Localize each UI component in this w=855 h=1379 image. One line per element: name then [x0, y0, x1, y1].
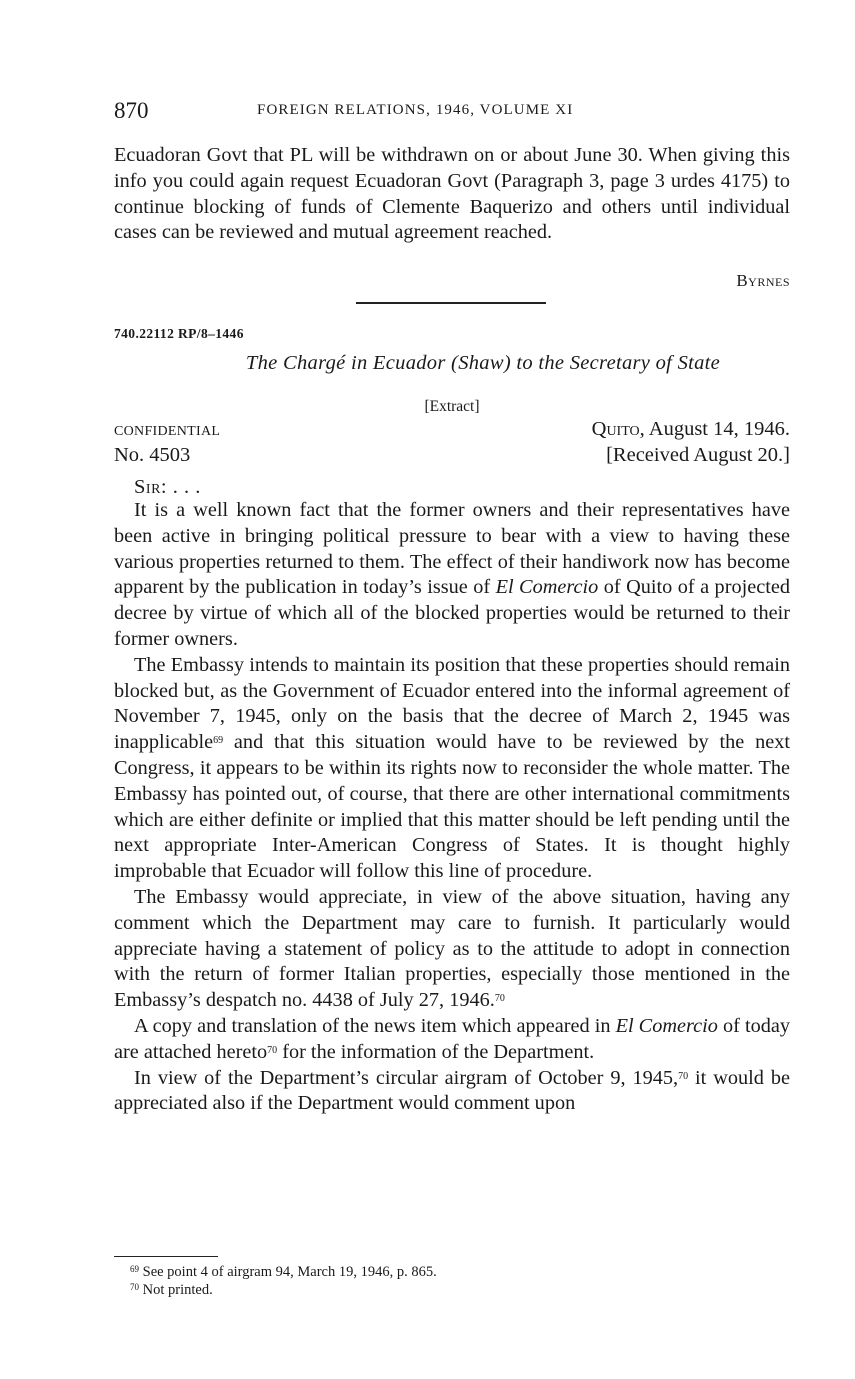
footnote-text: Not printed. [142, 1282, 213, 1298]
title-part: ) to the Secretary of State [503, 352, 721, 374]
date: , August 14, 1946. [639, 418, 790, 440]
page-number: 870 [114, 98, 149, 123]
newspaper-title: El Comercio [615, 1014, 718, 1037]
classification: CONFIDENTIAL [114, 424, 221, 439]
text-run: and that this situation would have to be reviewed by the next Congress, it appears to be within its rights now to reconsider the whole matter. The Embassy has pointed out, of course, that there are other international commitments which are either definite or implied that this matter should be left pending until the next appropriate Inter-American Congress of States. It is thought highly improbable that Ecuador will follow this line of procedure. [114, 731, 790, 883]
dateline [592, 418, 790, 441]
place: Quito [591, 418, 640, 440]
despatch-number: No. 4503 [114, 444, 191, 466]
text-run: it would be appreciated also if the Department would comment upon [114, 1066, 790, 1115]
text-run: The Embassy would appreciate, in view of the above situation, having any comment which the Department may care to furnish. It particularly would appreciate having a statement of policy as to the attitude to adopt in connection with the return of former Italian properties, especially those mentioned in the Embassy’s despatch no. 4438 of July 27, 1946. [114, 885, 790, 1012]
footnote [130, 1282, 213, 1299]
extract-label: [Extract] [424, 398, 480, 415]
footnote-ref: 70 [678, 1070, 689, 1082]
page-header [114, 98, 790, 128]
paragraph-5 [114, 1066, 790, 1118]
file-number: 740.22112 RP/8–1446 [114, 326, 244, 341]
text-run: A copy and translation of the news item which appeared in [134, 1014, 616, 1037]
title-name: Shaw [458, 352, 504, 374]
footnote-text: See point 4 of airgram 94, March 19, 1946, p. 865. [142, 1264, 437, 1280]
document-title [114, 352, 852, 375]
footnote-mark: 70 [130, 1282, 139, 1292]
newspaper-title: El Comercio [495, 576, 599, 599]
letter-body [114, 498, 790, 1117]
paragraph-3 [114, 885, 790, 1014]
footnote-rule [114, 1256, 218, 1257]
salutation-sir: Sir [134, 476, 161, 498]
footnote-ref: 70 [267, 1044, 278, 1056]
signature: Byrnes [736, 271, 790, 290]
text-run: of today are attached hereto [114, 1014, 791, 1063]
footnote [130, 1264, 437, 1281]
text-run: of Quito of a projected decree by virtue of which all of the blocked properties would be returned to their former owners. [114, 576, 791, 650]
opening-text: Ecuadoran Govt that PL will be withdrawn on or about June 30. When giving this info you could again request Ecuadoran Govt (Paragraph 3, page 3 urdes 4175) to continue blocking of funds of Clemente Baquerizo and others until individual cases can be reviewed and mutual agreement reached. [114, 144, 790, 244]
salutation-rest: : . . . [160, 476, 201, 498]
footnote-ref: 69 [213, 735, 224, 747]
paragraph-1 [114, 498, 790, 653]
footnote-ref: 70 [494, 993, 505, 1005]
title-part: The Chargé in Ecuador ( [245, 352, 459, 374]
text-run: It is a well known fact that the former owners and their representatives have been active in bringing political pressure to bear with a view to having these various properties returned to them. The effect of their handiwork now has become apparent by the publication in today’s issue of [114, 499, 790, 599]
salutation [134, 476, 201, 499]
text-run: for the information of the Department. [277, 1040, 595, 1063]
opening-paragraph [114, 143, 790, 246]
paragraph-4 [114, 1014, 790, 1066]
received-date: [Received August 20.] [606, 444, 790, 466]
text-run: The Embassy intends to maintain its position that these properties should remain blocked but, as the Government of Ecuador entered into the informal agreement of November 7, 1945, only on the basis that the decree of March 2, 1945 was inapplicable [114, 653, 790, 754]
running-title: FOREIGN RELATIONS, 1946, VOLUME XI [257, 102, 574, 118]
text-run: In view of the Department’s circular airgram of October 9, 1945, [134, 1066, 679, 1089]
section-divider [356, 302, 546, 304]
footnote-mark: 69 [130, 1264, 139, 1274]
paragraph-2 [114, 653, 790, 885]
